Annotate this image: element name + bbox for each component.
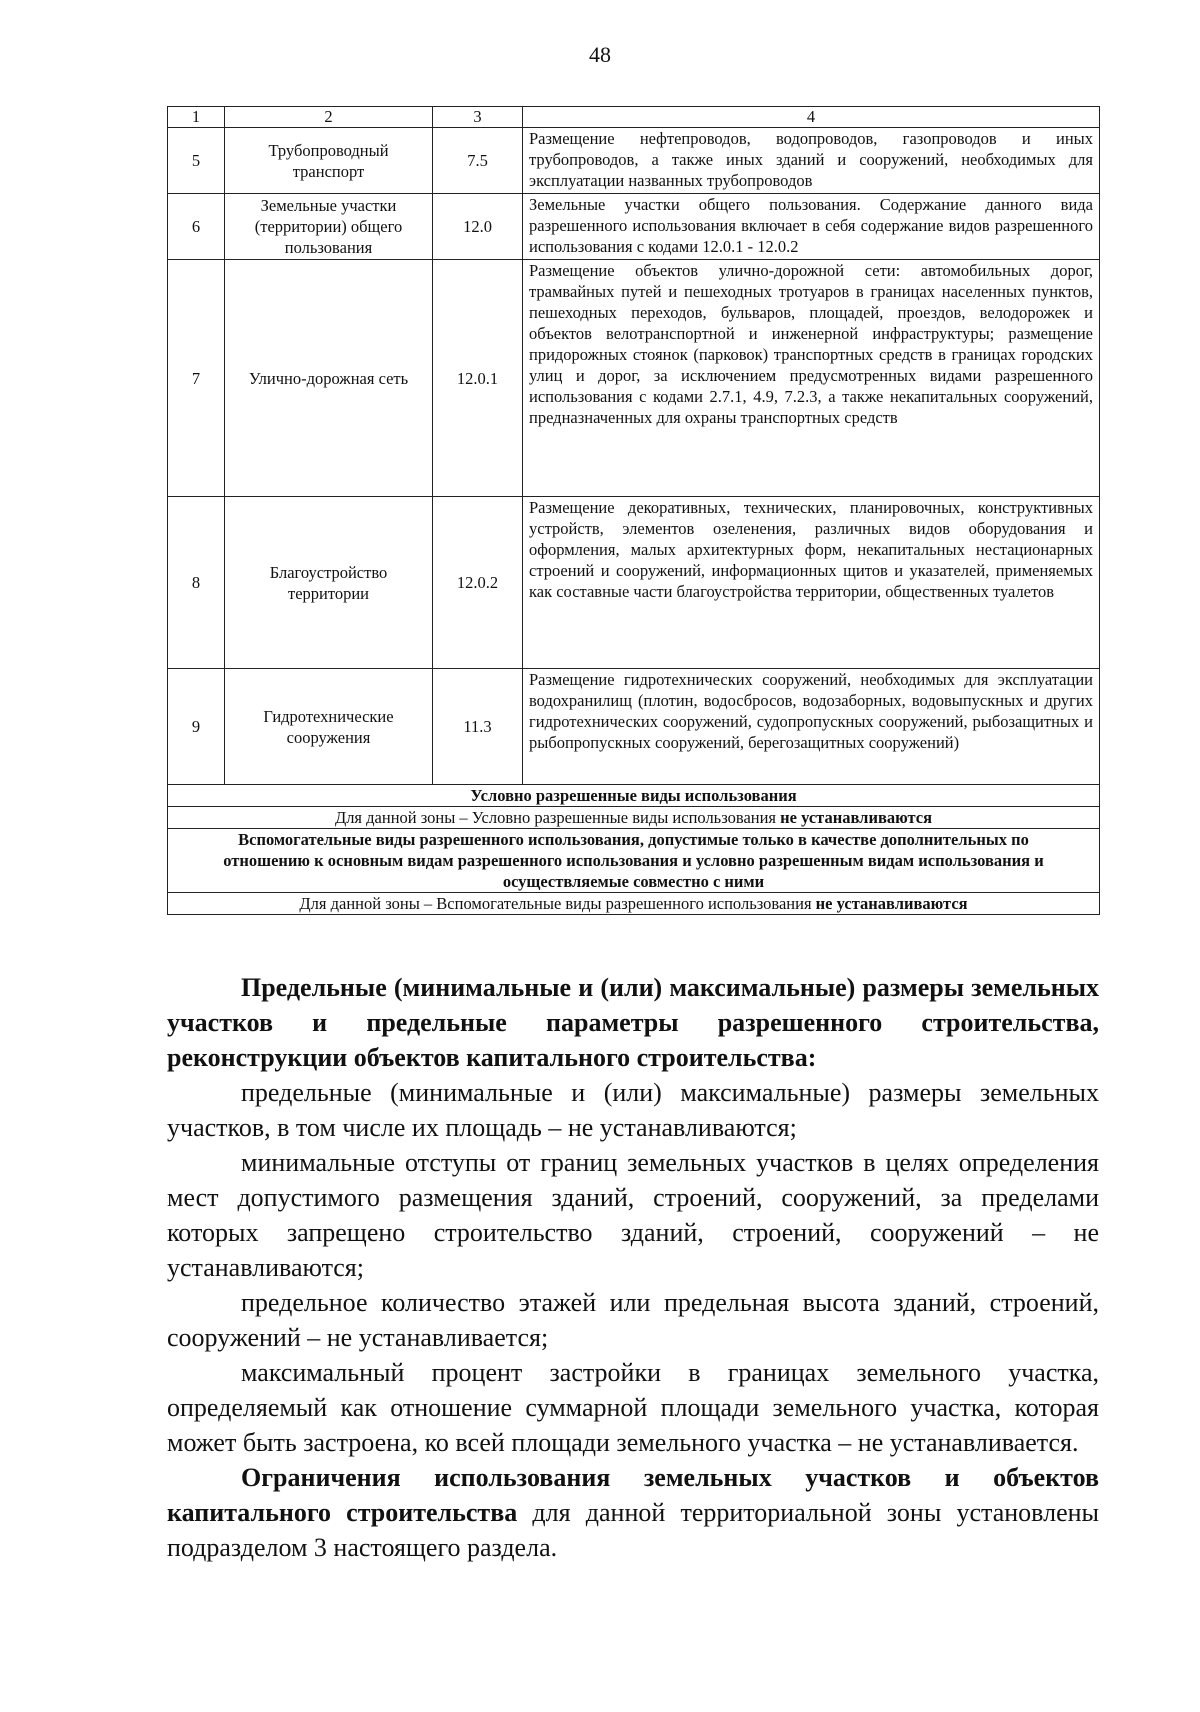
- use-name: Улично-дорожная сеть: [225, 260, 433, 497]
- auxiliary-uses-note-row: [168, 893, 1100, 915]
- use-name: Благоустройство территории: [225, 497, 433, 669]
- land-use-table: [167, 106, 1100, 915]
- paragraph: минимальные отступы от границ земельных участков в целях определения мест допустимого размещения зданий, строений, сооружений, за пределами которых запрещено строительство зданий, строений, сооружений – не устанавливаются;: [167, 1148, 1099, 1282]
- header-cell: 1: [168, 107, 225, 128]
- row-number: 8: [168, 497, 225, 669]
- use-code: 12.0: [433, 194, 523, 260]
- auxiliary-uses-title: Вспомогательные виды разрешенного использования, допустимые только в качестве дополнительных по отношению к основным видам разрешенного использования и условно разрешенным видам использования и осуществляемые совместно с ними: [168, 829, 1100, 893]
- auxiliary-uses-note: [168, 893, 1100, 915]
- row-number: 6: [168, 194, 225, 260]
- paragraph: предельное количество этажей или предельная высота зданий, строений, сооружений – не устанавливается;: [167, 1288, 1099, 1352]
- limits-heading: Предельные (минимальные и (или) максимальные) размеры земельных участков и предельные параметры разрешенного строительства, реконструкции объектов капитального строительства:: [167, 973, 1099, 1072]
- row-number: 5: [168, 128, 225, 194]
- use-description: Размещение нефтепроводов, водопроводов, газопроводов и иных трубопроводов, а также иных зданий и сооружений, необходимых для эксплуатации названных трубопроводов: [523, 128, 1100, 194]
- row-number: 7: [168, 260, 225, 497]
- use-code: 7.5: [433, 128, 523, 194]
- restrictions-text: для данной территориальной зоны установлены подразделом 3 настоящего раздела.: [167, 1498, 1099, 1562]
- conditional-note-text: Для данной зоны – Условно разрешенные виды использования: [334, 808, 777, 827]
- conditional-note-status: не устанавливаются: [780, 808, 933, 827]
- use-description: Размещение объектов улично-дорожной сети: автомобильных дорог, трамвайных путей и пешеходных тротуаров в границах населенных пунктов, пешеходных переходов, бульваров, площадей, проездов, велодорожек и объектов велотранспортной и инженерной инфраструктуры; размещение придорожных стоянок (парковок) транспортных средств в границах городских улиц и дорог, за исключением предусмотренных видами разрешенного использования с кодами 2.7.1, 4.9, 7.2.3, а также некапитальных сооружений, предназначенных для охраны транспортных средств: [523, 260, 1100, 497]
- regulation-text: [167, 970, 1099, 1565]
- conditional-uses-title: Условно разрешенные виды использования: [168, 785, 1100, 807]
- auxiliary-note-text: Для данной зоны – Вспомогательные виды разрешенного использования: [299, 894, 812, 913]
- row-number: 9: [168, 669, 225, 785]
- table-header-row: [168, 107, 1100, 128]
- page-number: 48: [589, 42, 611, 67]
- use-description: Земельные участки общего пользования. Содержание данного вида разрешенного использования включает в себя содержание видов разрешенного использования с кодами 12.0.1 - 12.0.2: [523, 194, 1100, 260]
- use-name: Гидротехнические сооружения: [225, 669, 433, 785]
- paragraph: предельные (минимальные и (или) максимальные) размеры земельных участков, в том числе их площадь – не устанавливаются;: [167, 1078, 1099, 1142]
- auxiliary-uses-title-row: [168, 829, 1100, 893]
- header-cell: 4: [523, 107, 1100, 128]
- conditional-uses-note: [168, 807, 1100, 829]
- use-name: Трубопроводный транспорт: [225, 128, 433, 194]
- auxiliary-note-status: не устанавливаются: [815, 894, 968, 913]
- restrictions-bold-text: Ограничения использования земельных участков и объектов капитального строительства: [167, 1463, 1099, 1527]
- use-name: Земельные участки (территории) общего пользования: [225, 194, 433, 260]
- use-code: 12.0.2: [433, 497, 523, 669]
- conditional-uses-note-row: [168, 807, 1100, 829]
- use-code: 11.3: [433, 669, 523, 785]
- use-code: 12.0.1: [433, 260, 523, 497]
- use-description: Размещение декоративных, технических, планировочных, конструктивных устройств, элементов озеленения, различных видов оборудования и оформления, малых архитектурных форм, некапитальных нестационарных строений и сооружений, информационных щитов и указателей, применяемых как составные части благоустройства территории, общественных туалетов: [523, 497, 1100, 669]
- paragraph: максимальный процент застройки в границах земельного участка, определяемый как отношение суммарной площади земельного участка, которая может быть застроена, ко всей площади земельного участка – не устанавливается.: [167, 1358, 1099, 1457]
- restrictions-paragraph: [167, 1460, 1099, 1565]
- header-cell: 3: [433, 107, 523, 128]
- use-description: Размещение гидротехнических сооружений, необходимых для эксплуатации водохранилищ (плотин, водосбросов, водозаборных, водовыпускных и других гидротехнических сооружений, судопропускных сооружений, рыбозащитных и рыбопропускных сооружений, берегозащитных сооружений): [523, 669, 1100, 785]
- table-row: [168, 260, 1100, 497]
- table-row: [168, 194, 1100, 260]
- header-cell: 2: [225, 107, 433, 128]
- conditional-uses-title-row: [168, 785, 1100, 807]
- table-row: [168, 128, 1100, 194]
- table-row: [168, 669, 1100, 785]
- table-row: [168, 497, 1100, 669]
